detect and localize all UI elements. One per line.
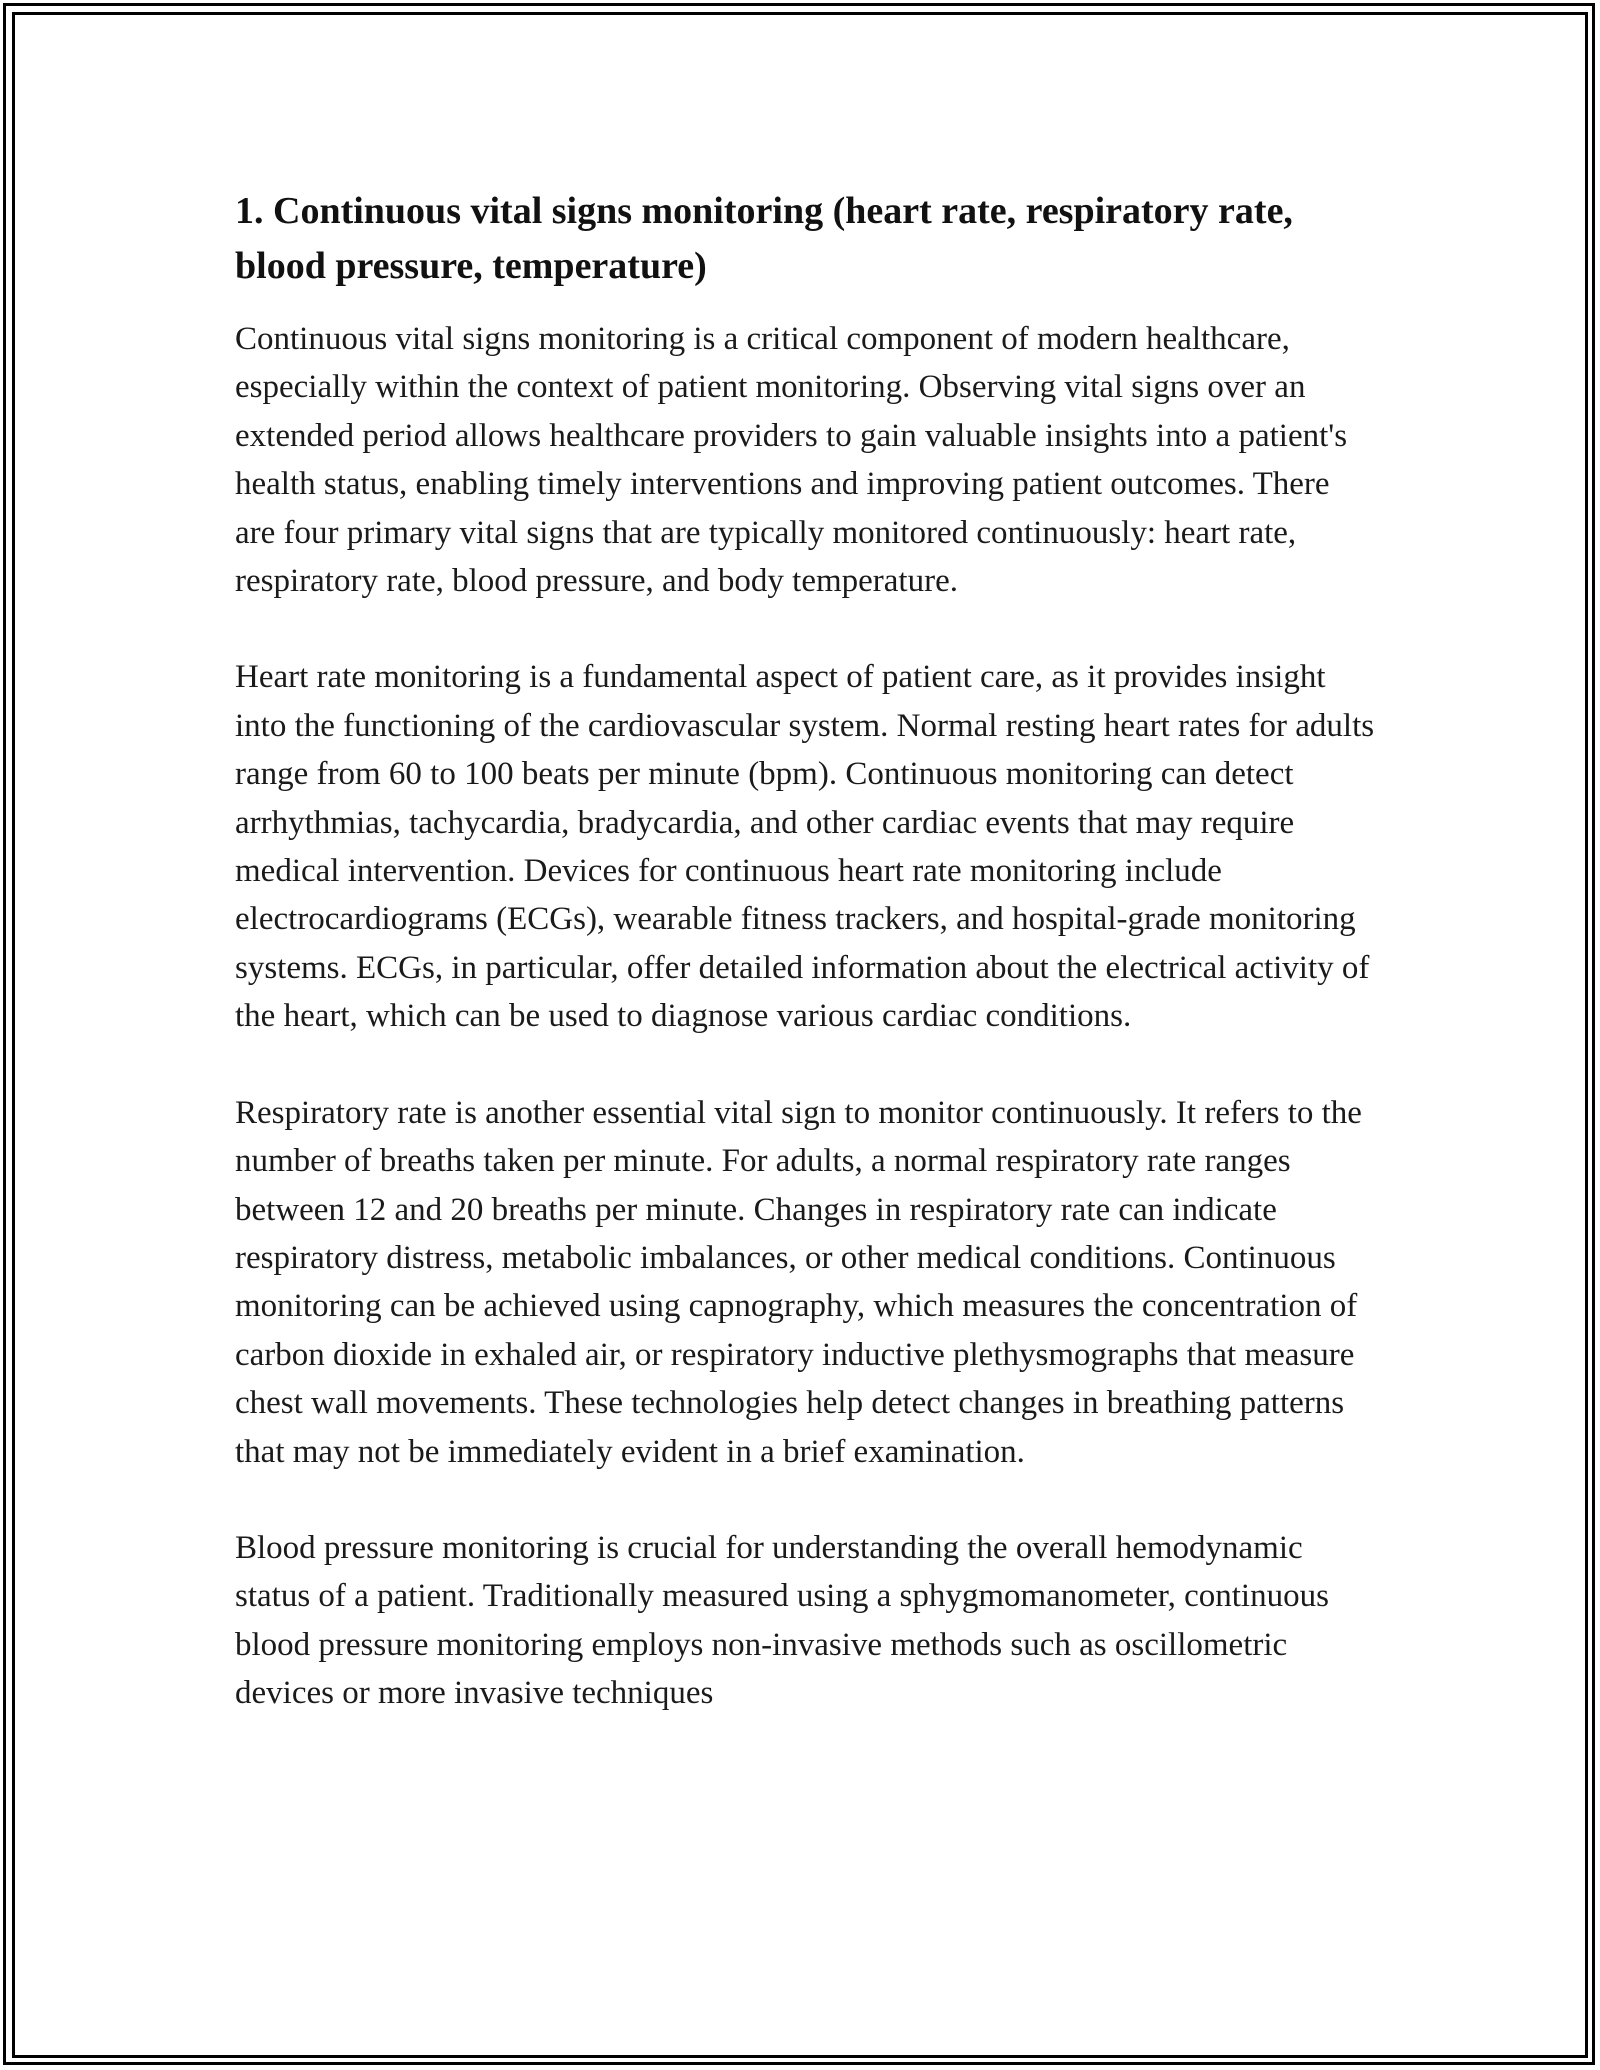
paragraph-heart-rate: Heart rate monitoring is a fundamental aspect of patient care, as it provides insight into the functioning of the cardiovascular system. Normal resting heart rates for adults range from 60 to 100 beats per minute (bpm). Continuous monitoring can detect arrhythmias, tachycardia, bradycardia, and other cardiac events that may require medical intervention. Devices for continuous heart rate monitoring include electrocardiograms (ECGs), wearable fitness trackers, and hospital-grade monitoring systems. ECGs, in particular, offer detailed information about the electrical activity of the heart, which can be used to diagnose various cardiac conditions. [235, 659, 1375, 1035]
paragraph-blood-pressure: Blood pressure monitoring is crucial for understanding the overall hemodynamic status of a patient. Traditionally measured using a sphygmomanometer, continuous blood pressure monitoring employs non-invasive methods such as oscillometric devices or more invasive techniques [235, 1529, 1329, 1712]
paragraph-intro: Continuous vital signs monitoring is a critical component of modern healthcare, especially within the context of patient monitoring. Observing vital signs over an extended period allows healthcare providers to gain valuable insights into a patient's health status, enabling timely interventions and improving patient outcomes. There are four primary vital signs that are typically monitored continuously: heart rate, respiratory rate, blood pressure, and body temperature. [235, 321, 1348, 600]
document-body [235, 184, 1375, 1766]
section-heading: 1. Continuous vital signs monitoring (heart rate, respiratory rate, blood pressure, temperature) [235, 190, 1293, 287]
paragraph-respiratory-rate: Respiratory rate is another essential vital sign to monitor continuously. It refers to the number of breaths taken per minute. For adults, a normal respiratory rate ranges between 12 and 20 breaths per minute. Changes in respiratory rate can indicate respiratory distress, metabolic imbalances, or other medical conditions. Continuous monitoring can be achieved using capnography, which measures the concentration of carbon dioxide in exhaled air, or respiratory inductive plethysmographs that measure chest wall movements. These technologies help detect changes in breathing patterns that may not be immediately evident in a brief examination. [235, 1094, 1362, 1470]
